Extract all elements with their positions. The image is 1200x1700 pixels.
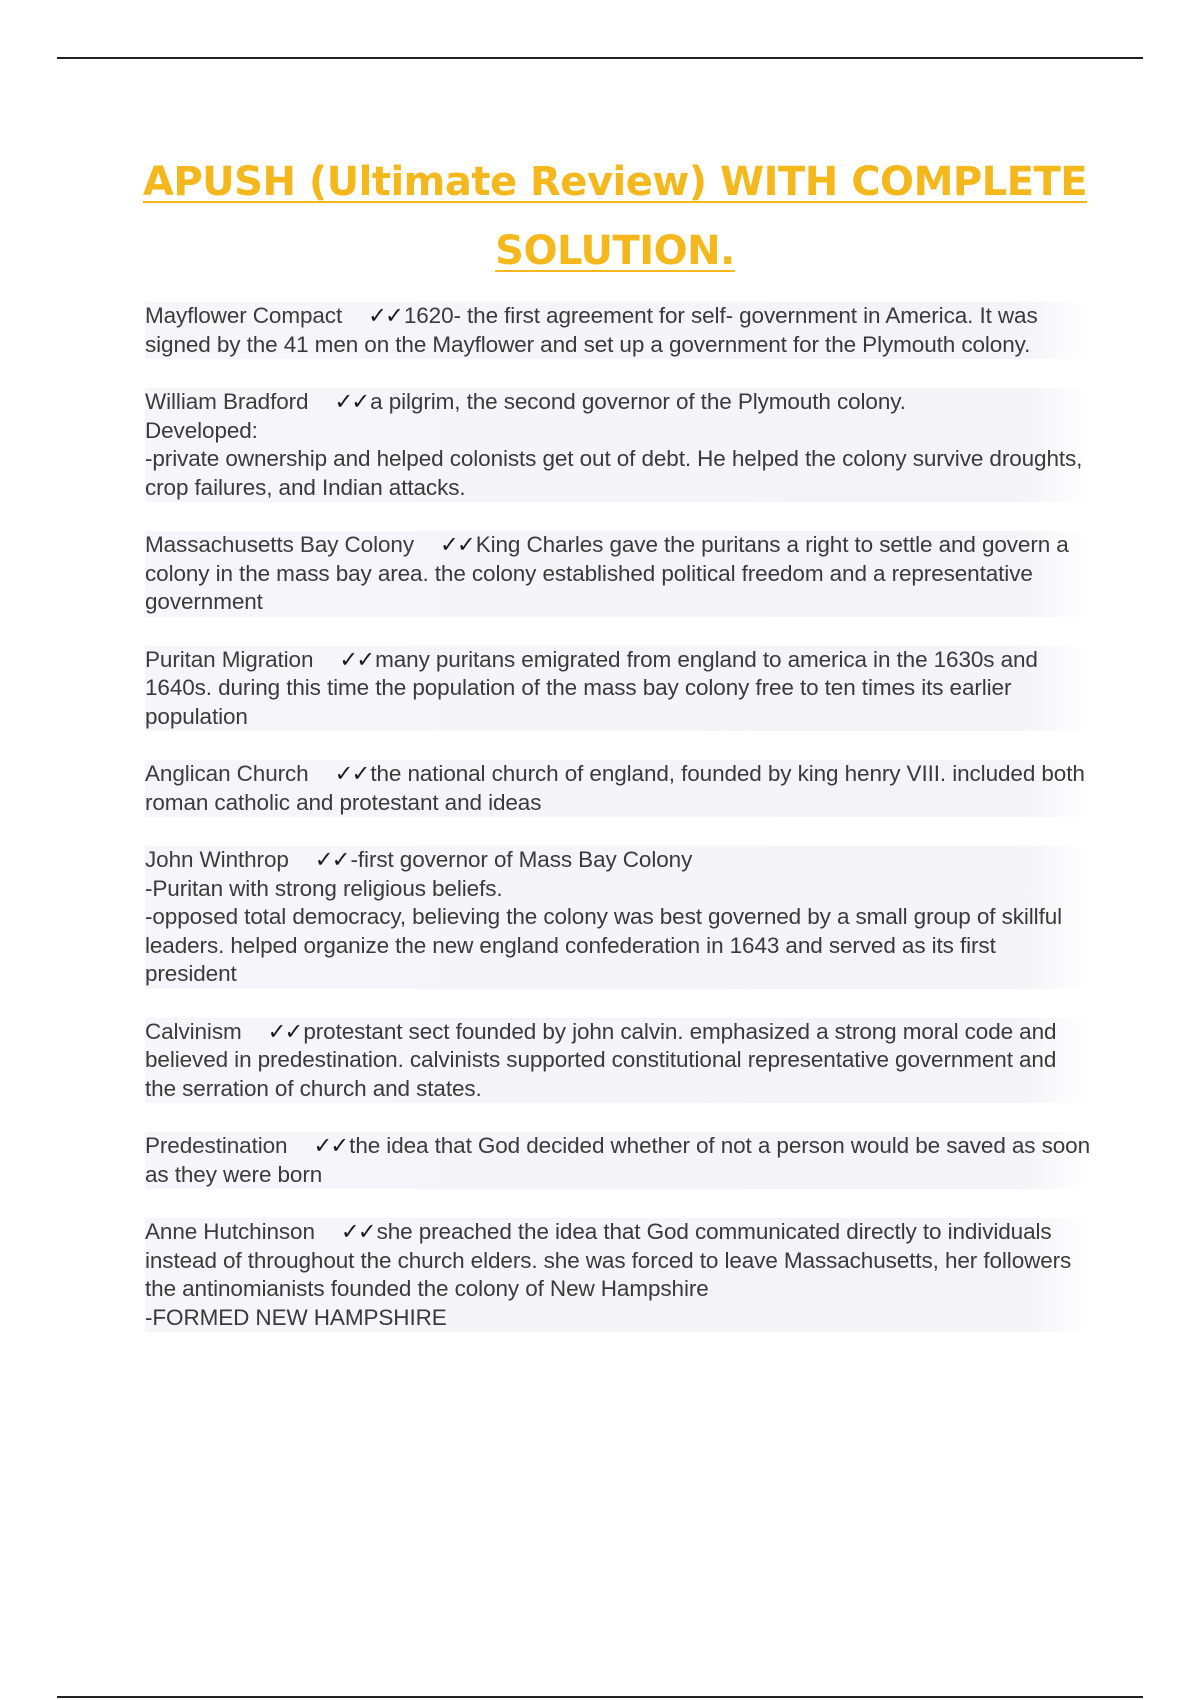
entry-term: Massachusetts Bay Colony xyxy=(145,532,414,557)
flashcard-list xyxy=(145,302,1090,1361)
entry-extra-line: -private ownership and helped colonists get out of debt. He helped the colony survive droughts, crop failures, and Indian attacks. xyxy=(145,446,1083,500)
entry-term: Puritan Migration xyxy=(145,646,314,672)
check-icon: ✓✓ xyxy=(334,389,369,414)
entry-definition: protestant sect founded by john calvin. emphasized a strong moral code and believed in predestination. calvinists supported constitutional representative government and the serration of church and states. xyxy=(145,1018,1057,1101)
flashcard-entry xyxy=(145,646,1090,732)
flashcard-entry xyxy=(145,760,1090,817)
entry-extra-line: -FORMED NEW HAMPSHIRE xyxy=(145,1304,447,1330)
check-icon: ✓✓ xyxy=(439,532,474,557)
entry-definition: many puritans emigrated from england to america in the 1630s and 1640s. during this time the population of the mass bay colony free to ten times its earlier population xyxy=(145,646,1038,729)
entry-term: Mayflower Compact xyxy=(145,303,343,328)
check-icon: ✓✓ xyxy=(340,1219,375,1244)
flashcard-entry xyxy=(145,302,1090,359)
entry-definition: King Charles gave the puritans a right to settle and govern a colony in the mass bay area. the colony established political freedom and a representative government xyxy=(145,532,1069,614)
top-rule xyxy=(57,57,1143,59)
entry-extra-line: -opposed total democracy, believing the colony was best governed by a small group of skillful leaders. helped organize the new england confederation in 1643 and served as its first president xyxy=(145,904,1063,986)
entry-definition: -first governor of Mass Bay Colony xyxy=(350,847,693,872)
flashcard-entry xyxy=(145,531,1090,617)
flashcard-entry xyxy=(145,388,1090,502)
check-icon: ✓✓ xyxy=(334,761,369,786)
entry-definition: the idea that God decided whether of not a person would be saved as soon as they were born xyxy=(145,1133,1090,1187)
check-icon: ✓✓ xyxy=(314,847,349,872)
check-icon: ✓✓ xyxy=(339,646,374,672)
flashcard-entry xyxy=(145,1132,1090,1189)
check-icon: ✓✓ xyxy=(368,303,402,328)
entry-extra-line: Developed: xyxy=(145,417,258,443)
entry-extra-line: -Puritan with strong religious beliefs. xyxy=(145,875,503,901)
document-title xyxy=(140,148,1090,286)
check-icon: ✓✓ xyxy=(267,1018,302,1044)
flashcard-entry xyxy=(145,1218,1090,1332)
entry-definition: 1620- the first agreement for self- government in America. It was signed by the 41 men on the Mayflower and set up a government for the Plymouth colony. xyxy=(145,303,1038,357)
entry-definition: a pilgrim, the second governor of the Plymouth colony. xyxy=(370,389,906,414)
entry-term: Calvinism xyxy=(145,1018,242,1044)
entry-term: John Winthrop xyxy=(145,847,289,872)
entry-definition: the national church of england, founded by king henry VIII. included both roman catholic and protestant and ideas xyxy=(145,761,1085,815)
title-line-1: APUSH (Ultimate Review) WITH COMPLETE xyxy=(142,159,1088,205)
entry-definition: she preached the idea that God communicated directly to individuals instead of throughout the church elders. she was forced to leave Massachusetts, her followers the antinomianists founded the colony of New Hampshire xyxy=(145,1219,1072,1301)
entry-term: Anne Hutchinson xyxy=(145,1219,315,1244)
check-icon: ✓✓ xyxy=(313,1133,348,1158)
title-line-2: SOLUTION. xyxy=(495,228,735,274)
entry-term: Predestination xyxy=(145,1133,288,1158)
bottom-rule xyxy=(57,1696,1143,1698)
entry-term: William Bradford xyxy=(145,389,309,414)
entry-term: Anglican Church xyxy=(145,761,309,786)
flashcard-entry xyxy=(145,846,1090,989)
flashcard-entry xyxy=(145,1018,1090,1104)
